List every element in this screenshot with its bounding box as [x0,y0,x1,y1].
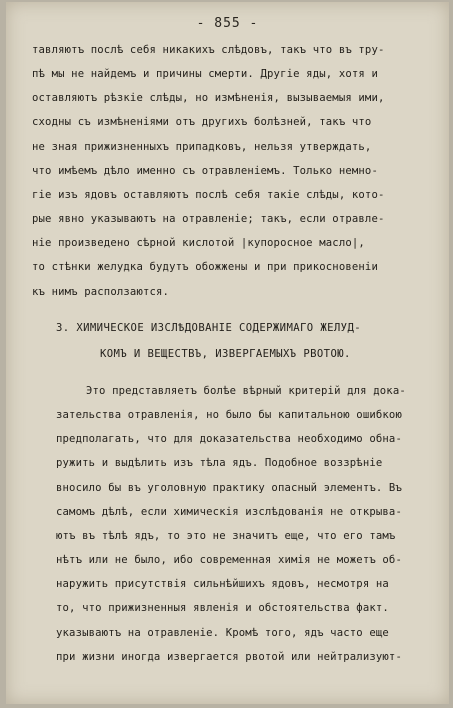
text-line: Это представляетъ болѣе вѣрный критерій для дока- [86,385,406,397]
text-line: къ нимъ расползаются. [32,286,170,298]
text-line: самомъ дѣлѣ, если химическія изслѣдованія не открыва- [56,506,402,518]
text-line: ружить и выдѣлить изъ тѣла ядъ. Подобное воззрѣніе [56,457,383,469]
text-line: оставляютъ рѣзкіе слѣды, но измѣненія, вызываемыя ими, [32,92,385,104]
text-line: зательства отравленія, но было бы капитальною ошибкою [56,409,402,421]
page-number: - 855 - [196,16,259,31]
text-line: указываютъ на отравленіе. Кромѣ того, ядъ часто еще [56,627,389,639]
text-line: ютъ въ тѣлѣ ядъ, то это не значитъ еще, что его тамъ [56,530,396,542]
text-line: наружить присутствія сильнѣйшихъ ядовъ, несмотря на [56,578,389,590]
text-line: не зная прижизненныхъ припадковъ, нельзя утверждать, [32,141,372,153]
section-heading: КОМЪ И ВЕЩЕСТВЪ, ИЗВЕРГАЕМЫХЪ РВОТОЮ. [100,348,351,360]
text-line: нѣтъ или не было, ибо современная химія не можетъ об- [56,554,402,566]
typewritten-page [6,2,449,704]
text-line: пѣ мы не найдемъ и причины смерти. Другіе яды, хотя и [32,68,378,80]
section-heading: 3. ХИМИЧЕСКОЕ ИЗСЛѢДОВАНІЕ СОДЕРЖИМАГО ЖЕЛУД- [56,322,362,334]
text-line: гіе изъ ядовъ оставляютъ послѣ себя такіе слѣды, кото- [32,189,385,201]
text-line: вносило бы въ уголовную практику опасный элементъ. Въ [56,482,402,494]
text-line: сходны съ измѣненіями отъ другихъ болѣзней, такъ что [32,116,372,128]
text-line: предполагать, что для доказательства необходимо обна- [56,433,402,445]
text-line: рые явно указываютъ на отравленіе; такъ, если отравле- [32,213,385,225]
text-line: при жизни иногда извергается рвотой или нейтрализуют- [56,651,402,663]
text-line: что имѣемъ дѣло именно съ отравленіемъ. Только немно- [32,165,378,177]
text-line: то стѣнки желудка будутъ обожжены и при прикосновеніи [32,261,378,273]
text-line: то, что прижизненныя явленія и обстоятельства факт. [56,602,389,614]
text-line: ніе произведено сѣрной кислотой |купоросное масло|, [32,237,365,249]
text-line: тавляютъ послѣ себя никакихъ слѣдовъ, такъ что въ тру- [32,44,385,56]
